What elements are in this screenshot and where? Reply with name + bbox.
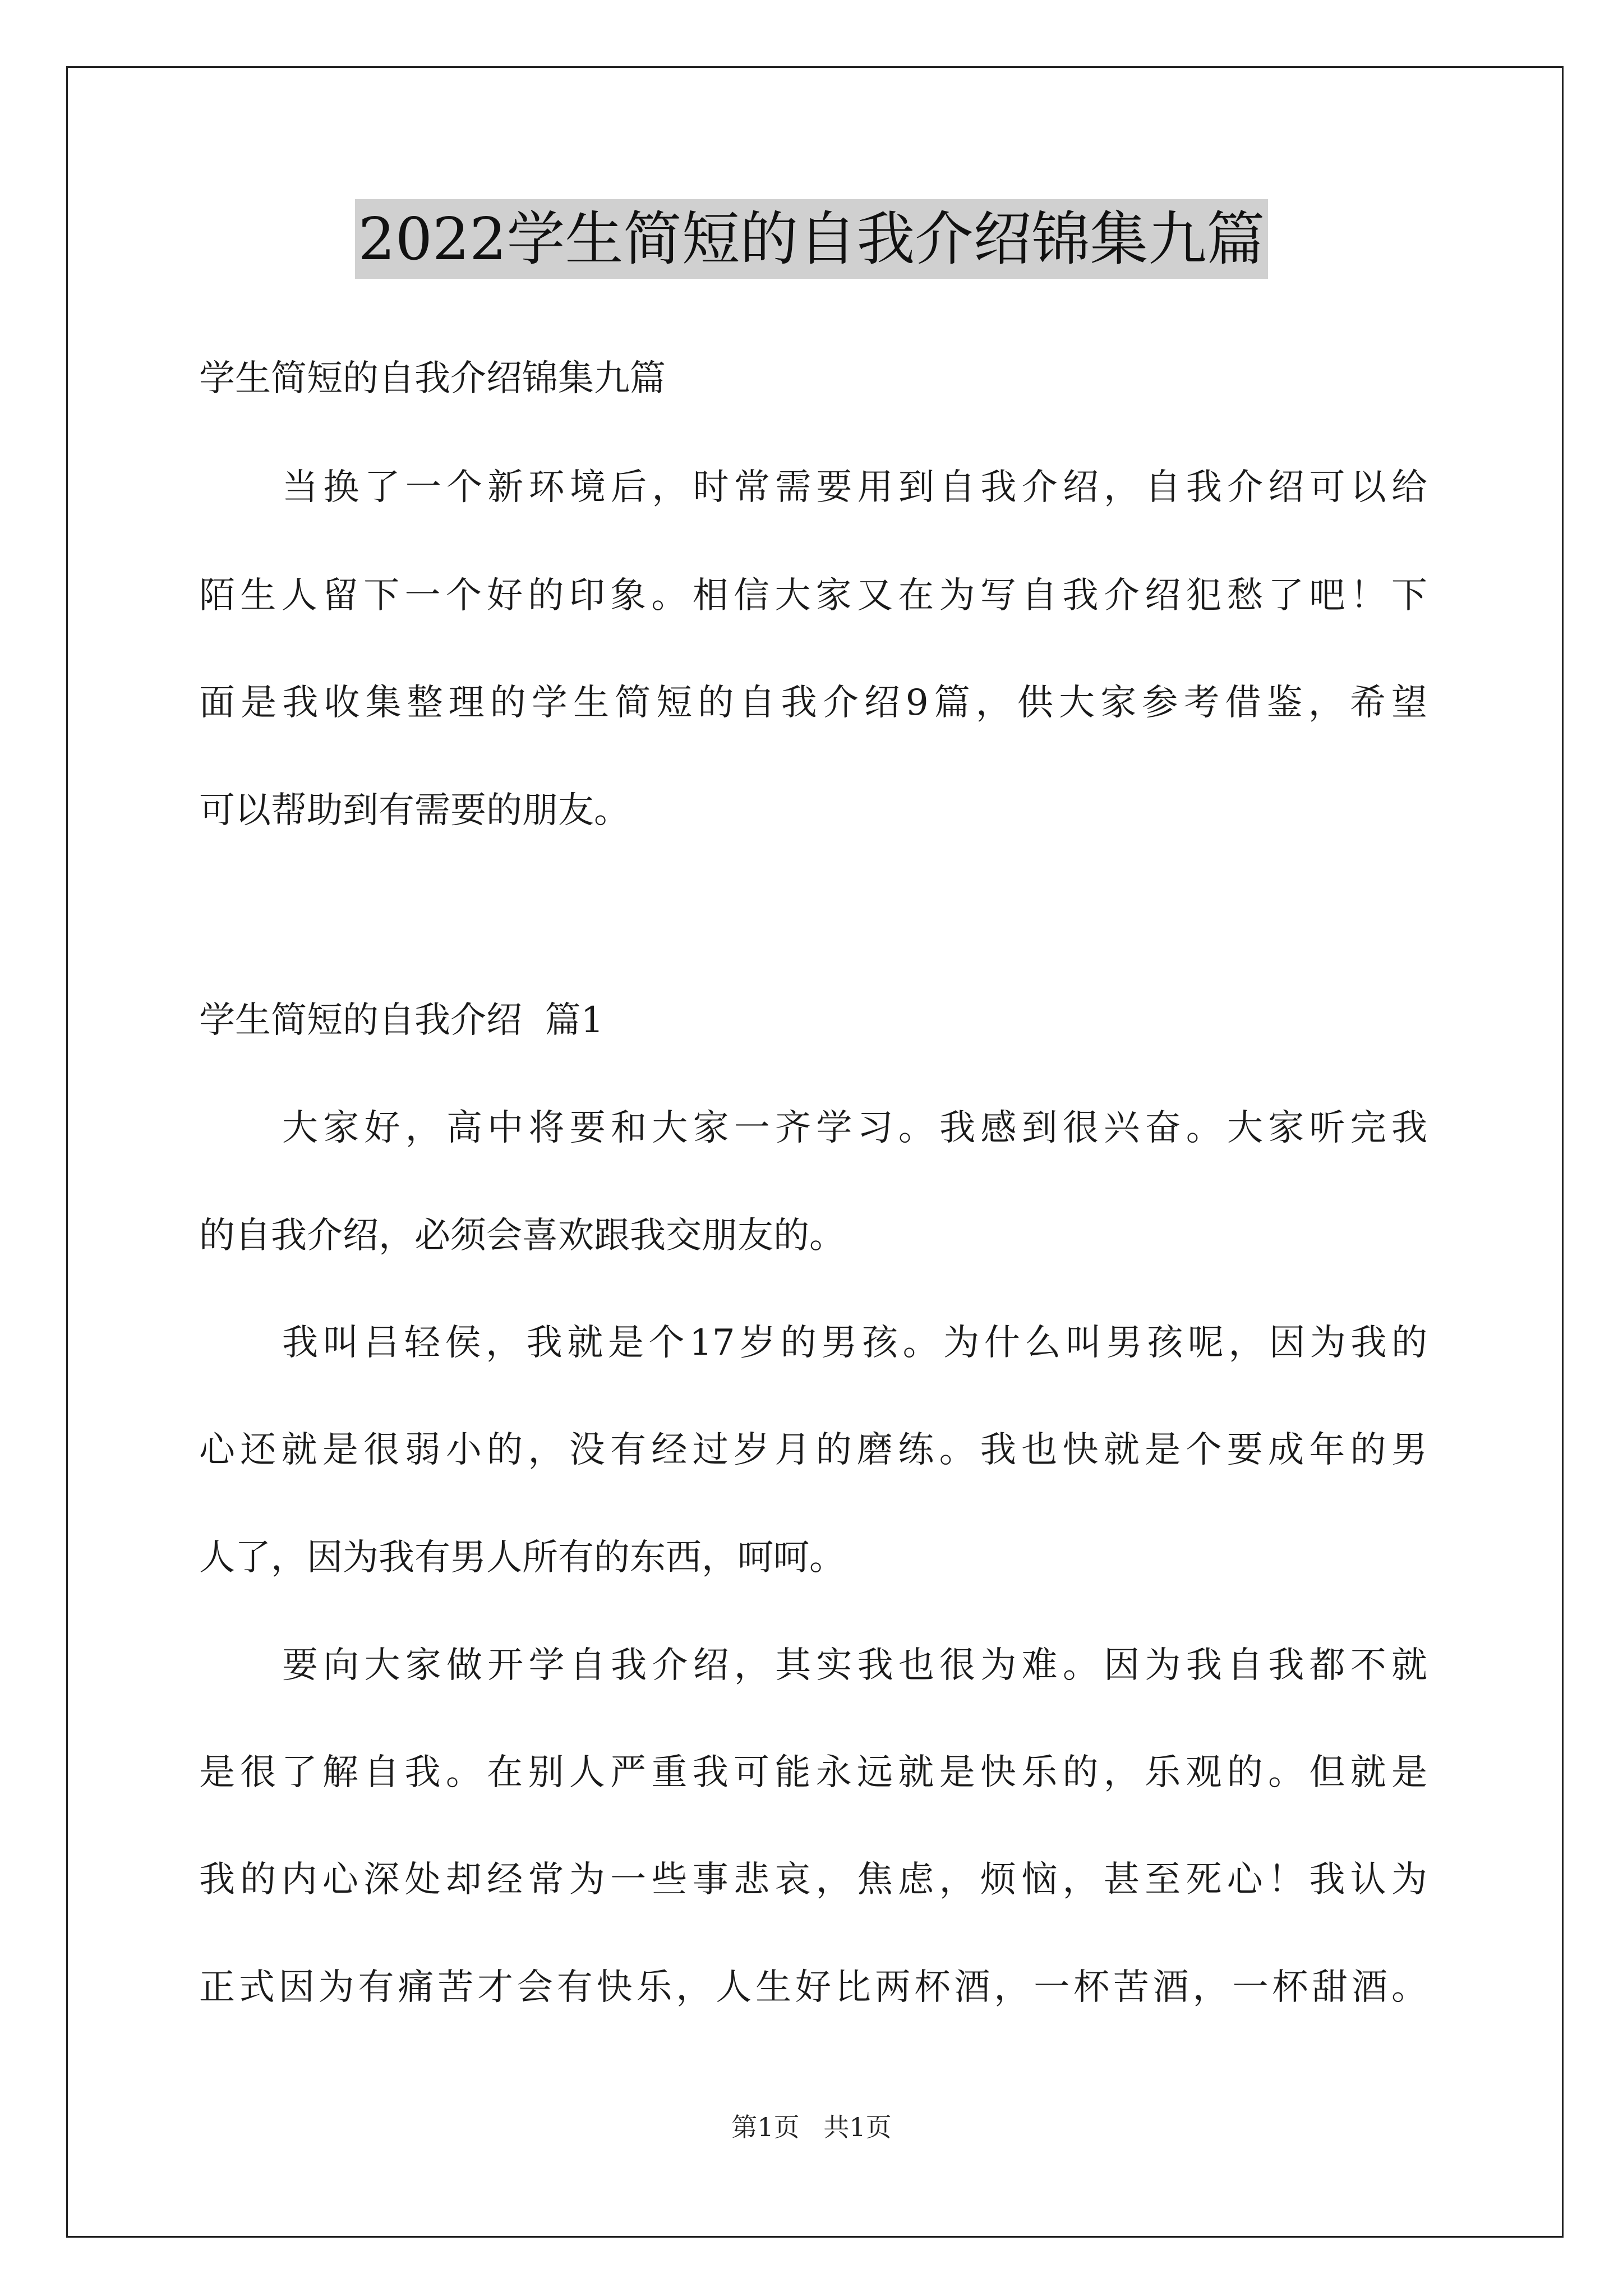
- intro-line: 陌生人留下一个好的印象。相信大家又在为写自我介绍犯愁了吧！下: [199, 575, 1427, 616]
- subtitle: 学生简短的自我介绍锦集九篇: [199, 358, 666, 399]
- body-line: 是很了解自我。在别人严重我可能永远就是快乐的，乐观的。但就是: [199, 1752, 1427, 1793]
- body-line: 大家好，高中将要和大家一齐学习。我感到很兴奋。大家听完我: [282, 1107, 1427, 1149]
- body-line: 我叫吕轻侯，我就是个17岁的男孩。为什么叫男孩呢，因为我的: [282, 1322, 1427, 1364]
- title-container: [0, 199, 1623, 279]
- intro-line: 面是我收集整理的学生简短的自我介绍9篇，供大家参考借鉴，希望: [199, 682, 1427, 724]
- intro-line: 可以帮助到有需要的朋友。: [199, 790, 630, 831]
- page-footer: [0, 2110, 1623, 2144]
- body-line: 正式因为有痛苦才会有快乐，人生好比两杯酒，一杯苦酒，一杯甜酒。: [199, 1967, 1427, 2008]
- page-total: 共1页: [823, 2112, 892, 2142]
- body-line: 人了，因为我有男人所有的东西，呵呵。: [199, 1537, 845, 1579]
- body-line: 我的内心深处却经常为一些事悲哀，焦虑，烦恼，甚至死心！我认为: [199, 1859, 1427, 1901]
- page-number: 第1页: [731, 2112, 800, 2142]
- body-line: 要向大家做开学自我介绍，其实我也很为难。因为我自我都不就: [282, 1645, 1427, 1686]
- section-heading: 学生简短的自我介绍 篇1: [199, 1000, 604, 1041]
- body-line: 的自我介绍，必须会喜欢跟我交朋友的。: [199, 1215, 845, 1257]
- body-line: 心还就是很弱小的，没有经过岁月的磨练。我也快就是个要成年的男: [199, 1429, 1427, 1471]
- intro-line: 当换了一个新环境后，时常需要用到自我介绍，自我介绍可以给: [282, 467, 1427, 508]
- document-title: 2022学生简短的自我介绍锦集九篇: [355, 199, 1269, 279]
